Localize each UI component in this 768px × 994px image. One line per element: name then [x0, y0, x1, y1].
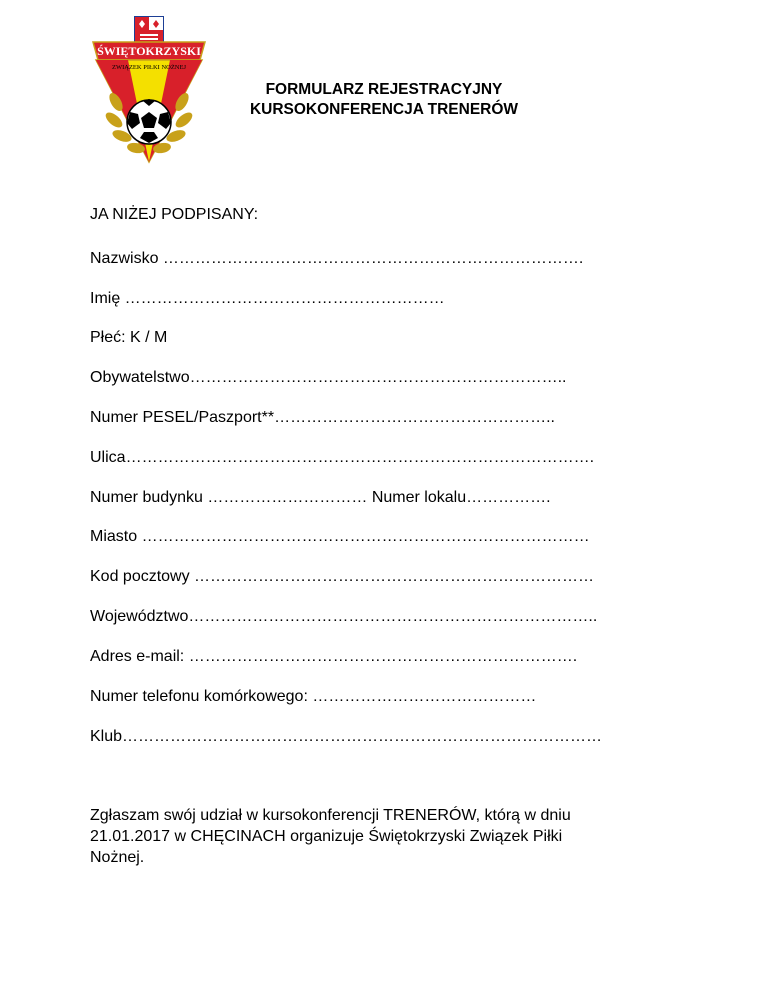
declaration-line-2: 21.01.2017 w CHĘCINACH organizuje Świętokrzyski Związek Piłki	[90, 828, 563, 845]
field-citizenship[interactable]: Obywatelstwo……………………………………………………………..	[90, 369, 567, 386]
logo-bottom-text: ZWIĄZEK PIŁKI NOŻNEJ	[111, 64, 187, 71]
declaration-paragraph	[90, 805, 690, 868]
field-gender[interactable]: Płeć: K / M	[90, 329, 168, 346]
field-surname[interactable]: Nazwisko …………………………………………………………………….	[90, 250, 584, 267]
field-pesel-passport[interactable]: Numer PESEL/Paszport**……………………………………………..	[90, 409, 555, 426]
field-building-apartment[interactable]: Numer budynku ………………………… Numer lokalu…………….	[90, 489, 551, 506]
field-first-name[interactable]: Imię ……………………………………………………	[90, 290, 445, 307]
intro-text: JA NIŻEJ PODPISANY:	[90, 206, 259, 223]
title-line-1: FORMULARZ REJESTRACYJNY	[265, 81, 503, 98]
coat-of-arms-icon	[134, 16, 164, 44]
field-club[interactable]: Klub………………………………………………………………………………	[90, 728, 603, 745]
form-title	[0, 80, 768, 120]
title-line-2: KURSOKONFERENCJA TRENERÓW	[249, 101, 519, 118]
field-voivodeship[interactable]: Województwo…………………………………………………………………..	[90, 608, 598, 625]
field-mobile-phone[interactable]: Numer telefonu komórkowego: ……………………………………	[90, 688, 537, 705]
field-city[interactable]: Miasto …………………………………………………………………………	[90, 528, 590, 545]
declaration-line-1: Zgłaszam swój udział w kursokonferencji TRENERÓW, którą w dniu	[90, 807, 571, 824]
field-email[interactable]: Adres e-mail: ……………………………………………………………….	[90, 648, 578, 665]
field-postal-code[interactable]: Kod pocztowy …………………………………………………………………	[90, 568, 595, 585]
logo-top-text: ŚWIĘTOKRZYSKI	[97, 44, 201, 58]
field-street[interactable]: Ulica…………………………………………………………………………….	[90, 449, 595, 466]
declaration-line-3: Nożnej.	[90, 849, 145, 866]
